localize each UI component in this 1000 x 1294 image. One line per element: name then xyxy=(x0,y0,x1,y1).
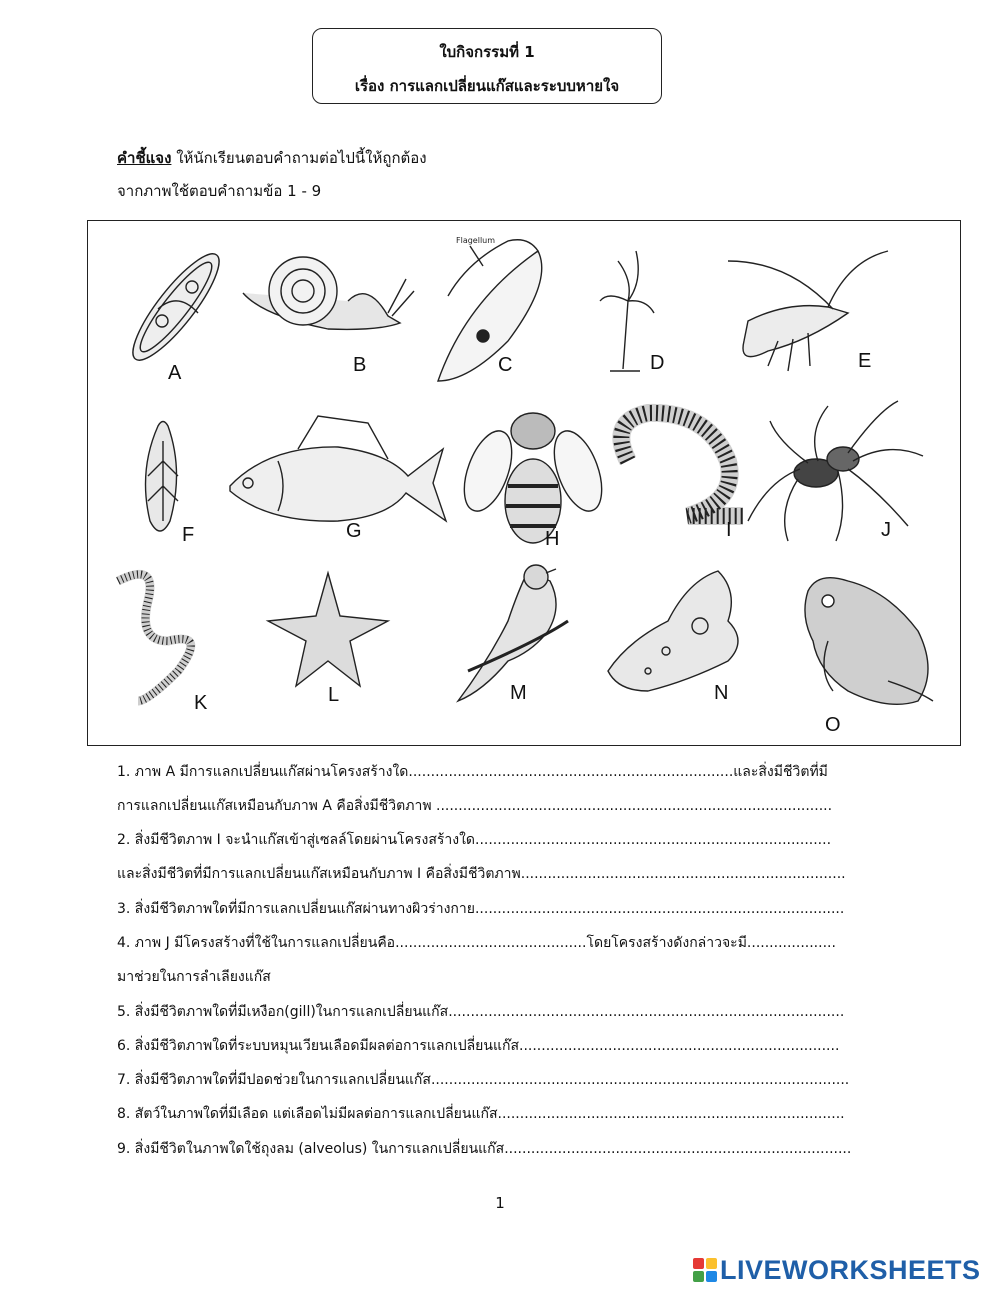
organism-label-h: H xyxy=(545,528,560,550)
question-8: 8. สัตว์ในภาพใดที่มีเลือด แต่เลือดไม่มีผลต่อการแลกเปลี่ยนแก๊ส.............................................................................. xyxy=(117,1106,845,1122)
organism-label-a: A xyxy=(168,362,182,384)
organism-label-i: I xyxy=(726,519,732,541)
page-number: 1 xyxy=(495,1194,505,1212)
organism-figure xyxy=(87,220,961,746)
worksheet-title: ใบกิจกรรมที่ 1 xyxy=(439,43,535,61)
brand-text: LIVEWORKSHEETS xyxy=(720,1254,981,1285)
question-7: 7. สิ่งมีชีวิตภาพใดที่มีปอดช่วยในการแลกเปลี่ยนแก๊ส.............................................................................................. xyxy=(117,1072,850,1088)
organism-letters xyxy=(88,221,961,746)
organism-label-m: M xyxy=(510,682,527,704)
flagellum-label: Flagellum xyxy=(456,236,496,245)
worksheet-subtitle: เรื่อง การแลกเปลี่ยนแก๊สและระบบหายใจ xyxy=(354,77,620,95)
instructions xyxy=(117,146,427,170)
organism-label-n: N xyxy=(714,682,729,704)
question-4: 4. ภาพ J มีโครงสร้างที่ใช้ในการแลกเปลี่ยนคือ...........................................โดยโครงสร้างดังกล่าวจะมี.................... xyxy=(117,935,836,951)
logo-mark-icon xyxy=(693,1258,717,1282)
question-6: 6. สิ่งมีชีวิตภาพใดที่ระบบหมุนเวียนเลือดมีผลต่อการแลกเปลี่ยนแก๊ส........................................................................ xyxy=(117,1038,840,1054)
organism-label-g: G xyxy=(346,520,362,542)
organism-label-k: K xyxy=(194,692,208,714)
question-2-cont: และสิ่งมีชีวิตที่มีการแลกเปลี่ยนแก๊สเหมือนกับภาพ I คือสิ่งมีชีวิตภาพ......................................................................... xyxy=(117,866,846,882)
question-1: 1. ภาพ A มีการแลกเปลี่ยนแก๊สผ่านโครงสร้างใด.........................................................................และสิ่งมีชีวิตที่มี xyxy=(117,764,828,780)
question-9: 9. สิ่งมีชีวิตในภาพใดใช้ถุงลม (alveolus) ในการแลกเปลี่ยนแก๊ส.............................................................................. xyxy=(117,1141,852,1157)
instructions-sub: จากภาพใช้ตอบคำถามข้อ 1 - 9 xyxy=(117,182,322,200)
organism-label-c: C xyxy=(498,354,513,376)
instructions-label: คำชี้แจง xyxy=(117,149,172,167)
question-3: 3. สิ่งมีชีวิตภาพใดที่มีการแลกเปลี่ยนแก๊สผ่านทางผิวร่างกาย................................................................................... xyxy=(117,901,845,917)
organism-label-f: F xyxy=(182,524,195,546)
organism-label-d: D xyxy=(650,352,665,374)
title-box xyxy=(312,28,662,104)
question-4-cont: มาช่วยในการลำเลียงแก๊ส xyxy=(117,969,271,985)
organism-label-j: J xyxy=(881,519,891,541)
organism-label-b: B xyxy=(353,354,367,376)
question-2: 2. สิ่งมีชีวิตภาพ I จะนำแก๊สเข้าสู่เซลล์โดยผ่านโครงสร้างใด................................................................................ xyxy=(117,832,832,848)
organism-label-o: O xyxy=(825,714,841,736)
organism-label-e: E xyxy=(858,350,872,372)
instructions-text: ให้นักเรียนตอบคำถามต่อไปนี้ให้ถูกต้อง xyxy=(171,149,427,167)
organism-label-l: L xyxy=(328,684,340,706)
question-5: 5. สิ่งมีชีวิตภาพใดที่มีเหงือก(gill)ในการแลกเปลี่ยนแก๊ส......................................................................................... xyxy=(117,1004,845,1020)
liveworksheets-logo xyxy=(693,1255,981,1285)
question-1-cont: การแลกเปลี่ยนแก๊สเหมือนกับภาพ A คือสิ่งมีชีวิตภาพ ......................................................................................... xyxy=(117,798,833,814)
